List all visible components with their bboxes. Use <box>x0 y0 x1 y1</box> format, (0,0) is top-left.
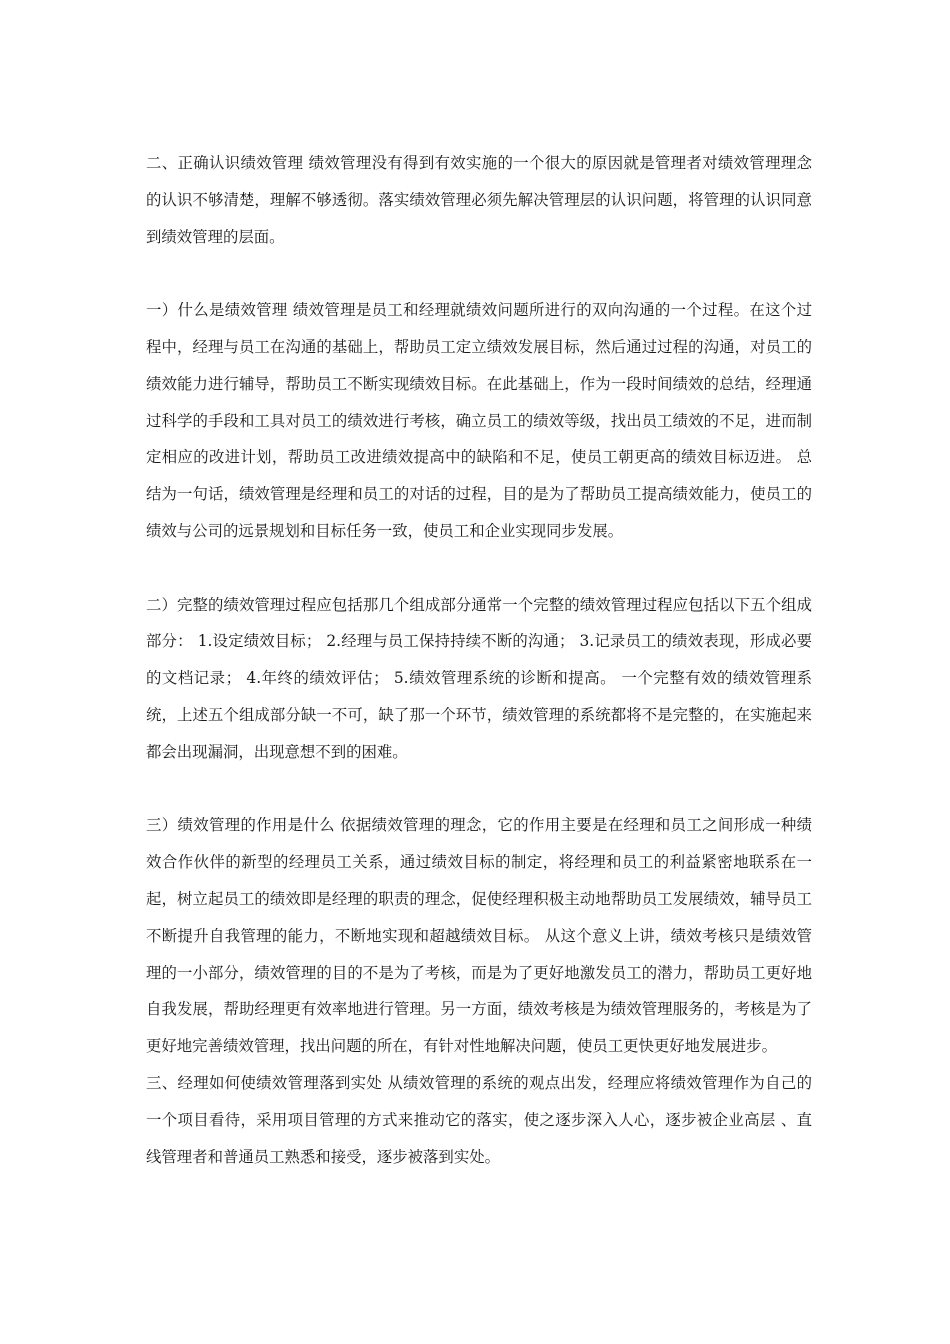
paragraph-what-is-performance-management: 一）什么是绩效管理 绩效管理是员工和经理就绩效问题所进行的双向沟通的一个过程。在这个过程中，经理与员工在沟通的基础上，帮助员工定立绩效发展目标，然后通过过程的沟通，对员工的绩效能力进行辅导，帮助员工不断实现绩效目标。在此基础上，作为一段时间绩效的总结，经理通过科学的手段和工具对员工的绩效进行考核，确立员工的绩效等级，找出员工绩效的不足，进而制定相应的改进计划，帮助员工改进绩效提高中的缺陷和不足，使员工朝更高的绩效目标迈进。 总结为一句话，绩效管理是经理和员工的对话的过程，目的是为了帮助员工提高绩效能力，使员工的绩效与公司的远景规划和目标任务一致，使员工和企业实现同步发展。 <box>146 301 812 540</box>
paragraph-section-two-intro: 二、正确认识绩效管理 绩效管理没有得到有效实施的一个很大的原因就是管理者对绩效管理理念的认识不够清楚，理解不够透彻。落实绩效管理必须先解决管理层的认识问题，将管理的认识同意到绩效管理的层面。 <box>146 154 812 246</box>
paragraph-section-three: 三、经理如何使绩效管理落到实处 从绩效管理的系统的观点出发，经理应将绩效管理作为自己的一个项目看待，采用项目管理的方式来推动它的落实，使之逐步深入人心，逐步被企业高层 、直线管理者和普通员工熟悉和接受，逐步被落到实处。 <box>146 1073 812 1166</box>
paragraph-components: 二）完整的绩效管理过程应包括那几个组成部分通常一个完整的绩效管理过程应包括以下五个组成部分： 1.设定绩效目标； 2.经理与员工保持持续不断的沟通； 3.记录员工的绩效表现，形成必要的文档记录； 4.年终的绩效评估； 5.绩效管理系统的诊断和提高。 一个完整有效的绩效管理系统，上述五个组成部分缺一不可，缺了那一个环节，绩效管理的系统都将不是完整的，在实施起来都会出现漏洞，出现意想不到的困难。 <box>146 595 812 761</box>
paragraph-purpose: 三）绩效管理的作用是什么 依据绩效管理的理念，它的作用主要是在经理和员工之间形成一种绩效合作伙伴的新型的经理员工关系，通过绩效目标的制定，将经理和员工的利益紧密地联系在一起，树立起员工的绩效即是经理的职责的理念，促使经理积极主动地帮助员工发展绩效，辅导员工不断提升自我管理的能力，不断地实现和超越绩效目标。 从这个意义上讲，绩效考核只是绩效管理的一小部分，绩效管理的目的不是为了考核，而是为了更好地激发员工的潜力，帮助员工更好地自我发展，帮助经理更有效率地进行管理。另一方面，绩效考核是为绩效管理服务的，考核是为了更好地完善绩效管理，找出问题的所在，有针对性地解决问题，使员工更快更好地发展进步。 <box>146 816 812 1056</box>
document-body <box>146 145 812 1175</box>
